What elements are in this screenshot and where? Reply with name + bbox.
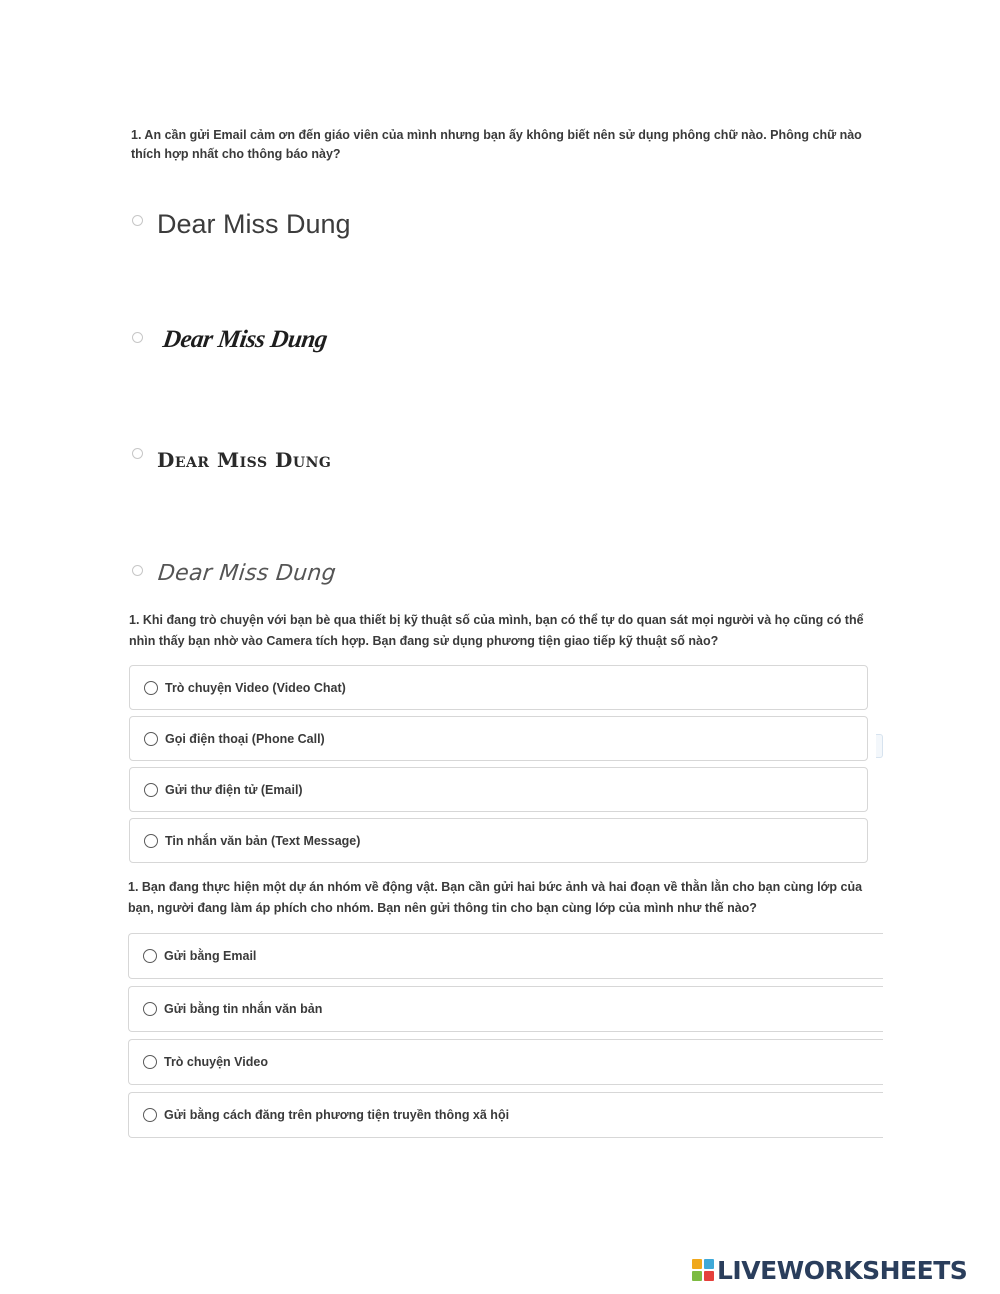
radio-button-icon[interactable] — [144, 834, 158, 848]
radio-button-icon[interactable] — [143, 1002, 157, 1016]
option-label: Gửi bằng tin nhắn văn bản — [164, 1002, 323, 1016]
liveworksheets-logo — [692, 1254, 967, 1286]
question-2-option-4[interactable] — [129, 818, 868, 863]
question-2-text: 1. Khi đang trò chuyện với bạn bè qua thiết bị kỹ thuật số của mình, bạn có thể tự do quan sát mọi người và họ cũng có thể nhìn thấy bạn nhờ vào Camera tích hợp. Bạn đang sử dụng phương tiện giao tiếp kỹ thuật số nào? — [129, 613, 864, 648]
question-3-option-1[interactable] — [128, 933, 883, 979]
question-1-option-2-image[interactable]: Dear Miss Dung — [161, 326, 329, 353]
question-1-option-4-image[interactable]: Dear Miss Dung — [156, 561, 338, 586]
question-1-text: 1. An cần gửi Email cảm ơn đến giáo viên của mình nhưng bạn ấy không biết nên sử dụng phông chữ nào. Phông chữ nào thích hợp nhất cho thông báo này? — [131, 128, 862, 161]
option-label: Gọi điện thoại (Phone Call) — [165, 731, 325, 746]
question-1-option-1-image[interactable]: Dear Miss Dung — [157, 209, 351, 239]
question-3-option-2[interactable] — [128, 986, 883, 1032]
question-1-option-4-radio[interactable] — [132, 565, 143, 576]
option-label: Gửi bằng cách đăng trên phương tiện truyền thông xã hội — [164, 1108, 510, 1122]
radio-button-icon[interactable] — [143, 1055, 157, 1069]
question-1-option-3-radio[interactable] — [132, 448, 143, 459]
option-label: Gửi thư điện tử (Email) — [165, 782, 303, 797]
radio-button-icon[interactable] — [144, 783, 158, 797]
option-label: Trò chuyện Video (Video Chat) — [165, 680, 346, 695]
option-label: Tin nhắn văn bản (Text Message) — [165, 833, 361, 848]
radio-button-icon[interactable] — [143, 1108, 157, 1122]
option-label: Gửi bằng Email — [164, 949, 257, 963]
question-1-option-3-image[interactable]: Dear Miss Dung — [157, 448, 332, 472]
question-3-text: 1. Bạn đang thực hiện một dự án nhóm về động vật. Bạn cần gửi hai bức ảnh và hai đoạn về thằn lằn cho bạn cùng lớp của bạn, người đang làm áp phích cho nhóm. Bạn nên gửi thông tin cho bạn cùng lớp của mình như thế nào? — [128, 880, 863, 915]
logo-grid-icon — [692, 1259, 714, 1281]
radio-button-icon[interactable] — [143, 949, 157, 963]
question-3-option-3[interactable] — [128, 1039, 883, 1085]
question-2-option-2[interactable] — [129, 716, 868, 761]
question-2-option-3[interactable] — [129, 767, 868, 812]
logo-text: LIVEWORKSHEETS — [717, 1255, 968, 1285]
question-1-option-1-radio[interactable] — [132, 215, 143, 226]
question-1-option-2-radio[interactable] — [132, 332, 143, 343]
side-tab-handle[interactable] — [876, 734, 883, 758]
radio-button-icon[interactable] — [144, 732, 158, 746]
option-label: Trò chuyện Video — [164, 1055, 268, 1069]
radio-button-icon[interactable] — [144, 681, 158, 695]
question-2-option-1[interactable] — [129, 665, 868, 710]
question-3-option-4[interactable] — [128, 1092, 883, 1138]
